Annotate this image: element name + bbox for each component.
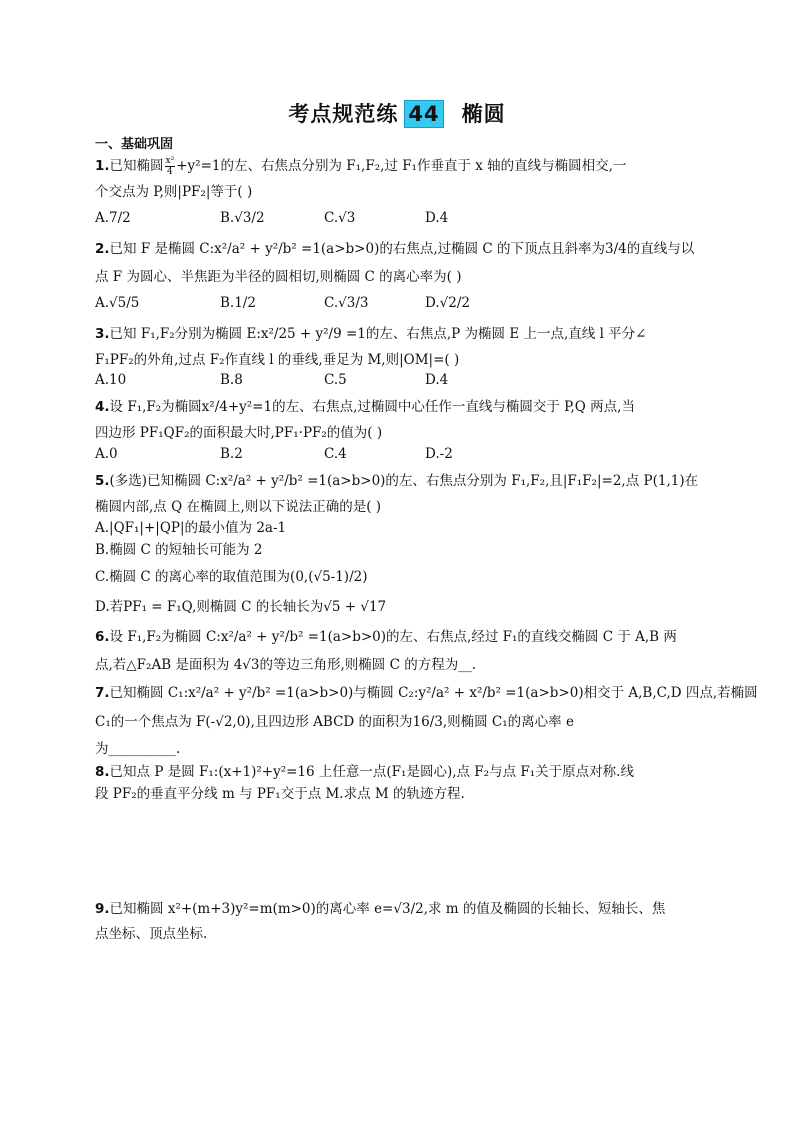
q2-option-a: A.√5/5 [95,295,140,311]
q2-option-d: D.√2/2 [425,295,470,311]
q3-line1 [95,325,647,343]
q7-line3: 为__________. [95,741,181,757]
q2-option-b: B.1/2 [220,295,256,311]
q5-option-b: B.椭圆 C 的短轴长可能为 2 [95,542,263,558]
q5-option-a: A.|QF₁|+|QP|的最小值为 2a-1 [95,520,287,536]
q4-number: 4. [95,399,110,415]
q4-option-c: C.4 [324,446,347,462]
title-prefix: 考点规范练 [288,102,399,126]
q5-number: 5. [95,473,110,489]
q2-line1 [95,240,694,258]
q9-number: 9. [95,901,110,917]
q1-line1 [95,156,626,177]
q7-number: 7. [95,685,110,701]
q7-text: 已知椭圆 C₁:x²/a² + y²/b² =1(a>b>0)与椭圆 C₂:y²/a² + x²/b² =1(a>b>0)相交于 A,B,C,D 四点,若椭圆 [109,685,758,701]
q2-line2: 点 F 为圆心、半焦距为半径的圆相切,则椭圆 C 的离心率为( ) [95,269,462,285]
q1-option-b: B.√3/2 [220,210,265,226]
q7-line1 [95,684,758,702]
q1-text-b: +y²=1的左、右焦点分别为 F₁,F₂,过 F₁作垂直于 x 轴的直线与椭圆相交,一 [176,158,627,174]
q1-fraction: $\frac{\text{x²}}{4}$ [165,156,175,177]
q5-line2: 椭圆内部,点 Q 在椭圆上,则以下说法正确的是( ) [95,499,382,515]
q1-line2: 个交点为 P,则|PF₂|等于( ) [95,184,253,200]
q2-option-c: C.√3/3 [324,295,369,311]
q3-option-a: A.10 [95,372,127,388]
q1-text-a: 已知椭圆 [109,158,164,174]
q8-text: 已知点 P 是圆 F₁:(x+1)²+y²=16 上任意一点(F₁是圆心),点 F₂与点 F₁关于原点对称.线 [109,764,634,780]
q5-option-d: D.若PF₁ = F₁Q,则椭圆 C 的长轴长为√5 + √17 [95,599,387,615]
q4-option-b: B.2 [220,446,243,462]
q8-line1 [95,763,634,781]
q2-text: 已知 F 是椭圆 C:x²/a² + y²/b² =1(a>b>0)的右焦点,过椭圆 C 的下顶点且斜率为3/4的直线与以 [109,241,695,257]
q9-text: 已知椭圆 x²+(m+3)y²=m(m>0)的离心率 e=√3/2,求 m 的值及椭圆的长轴长、短轴长、焦 [109,901,666,917]
q9-line2: 点坐标、顶点坐标. [95,926,208,942]
q5-text: (多选)已知椭圆 C:x²/a² + y²/b² =1(a>b>0)的左、右焦点分别为 F₁,F₂,且|F₁F₂|=2,点 P(1,1)在 [109,473,699,489]
q6-line1 [95,628,677,646]
q4-option-d: D.-2 [425,446,453,462]
q5-line1 [95,472,698,490]
q3-option-c: C.5 [324,372,347,388]
q6-text: 设 F₁,F₂为椭圆 C:x²/a² + y²/b² =1(a>b>0)的左、右焦点,经过 F₁的直线交椭圆 C 于 A,B 两 [109,629,677,645]
q2-number: 2. [95,241,110,257]
q1-number: 1. [95,158,110,174]
q4-line1 [95,398,635,416]
q3-text: 已知 F₁,F₂分别为椭圆 E:x²/25 + y²/9 =1的左、右焦点,P 为椭圆 E 上一点,直线 l 平分∠ [109,326,647,342]
title-topic: 椭圆 [461,102,506,126]
section-heading: 一、基础巩固 [95,137,174,152]
page-title [0,98,794,128]
q3-line2: F₁PF₂的外角,过点 F₂作直线 l 的垂线,垂足为 M,则|OM|=( ) [95,352,460,368]
q3-option-b: B.8 [220,372,243,388]
lesson-number-badge: 44 [404,100,443,128]
q4-option-a: A.0 [95,446,118,462]
q7-line2: C₁的一个焦点为 F(-√2,0),且四边形 ABCD 的面积为16/3,则椭圆 C₁的离心率 e [95,714,574,730]
q4-line2: 四边形 PF₁QF₂的面积最大时,PF₁·PF₂的值为( ) [95,425,383,441]
q6-line2: 点,若△F₂AB 是面积为 4√3的等边三角形,则椭圆 C 的方程为__. [95,657,476,673]
q4-text: 设 F₁,F₂为椭圆x²/4+y²=1的左、右焦点,过椭圆中心任作一直线与椭圆交于 P,Q 两点,当 [109,399,635,415]
q9-line1 [95,900,665,918]
q1-option-a: A.7/2 [95,210,131,226]
q1-option-d: D.4 [425,210,449,226]
q5-option-c: C.椭圆 C 的离心率的取值范围为(0,(√5-1)/2) [95,569,368,585]
q3-number: 3. [95,326,110,342]
q8-line2: 段 PF₂的垂直平分线 m 与 PF₁交于点 M.求点 M 的轨迹方程. [95,786,465,802]
q6-number: 6. [95,629,110,645]
q1-option-c: C.√3 [324,210,356,226]
q3-option-d: D.4 [425,372,449,388]
q8-number: 8. [95,764,110,780]
